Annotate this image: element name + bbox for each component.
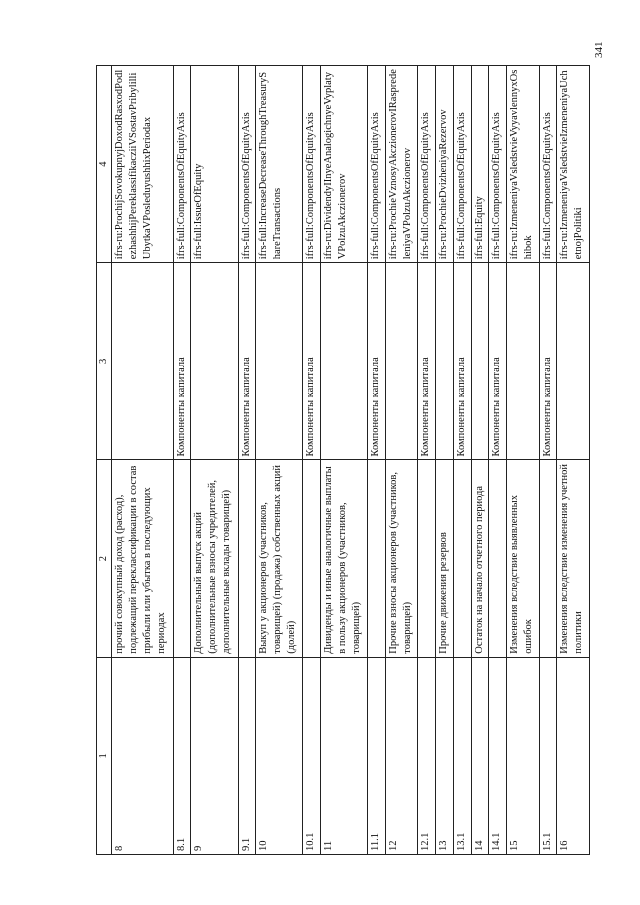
table-row: [418, 66, 436, 855]
axis-name-cell: [507, 263, 539, 460]
indicator-name-cell: Дополнительный выпуск акций (дополнительные взносы учредителей, дополнительные вклады товарищей): [191, 460, 238, 657]
element-code-cell: ifrs-full:IssueOfEquity: [191, 66, 238, 263]
element-code-cell: ifrs-ru:ProchieVznosyAkczionerovIRaspredeleniyaVPolzuAkczionerov: [385, 66, 417, 263]
table-row: [489, 66, 507, 855]
axis-name-cell: [191, 263, 238, 460]
row-number-cell: 11: [321, 657, 368, 854]
table-row: [385, 66, 417, 855]
indicator-name-cell: [489, 460, 507, 657]
element-code-cell: ifrs-ru:IzmeneniyaVsledstvieVyyavlennyxOshibok: [507, 66, 539, 263]
axis-name-cell: Компоненты капитала: [418, 263, 436, 460]
row-number-cell: 16: [557, 657, 590, 854]
column-number-header: 2: [97, 460, 112, 657]
axis-name-cell: Компоненты капитала: [539, 263, 557, 460]
axis-name-cell: [471, 263, 489, 460]
indicator-name-cell: Дивиденды и иные аналогичные выплаты в пользу акционеров (участников, товарищей): [321, 460, 368, 657]
row-number-cell: 15.1: [539, 657, 557, 854]
indicator-name-cell: [238, 460, 256, 657]
row-number-cell: 8.1: [173, 657, 191, 854]
row-number-cell: 8: [112, 657, 174, 854]
element-code-cell: ifrs-ru:DividendyIInyeAnalogichnyeVyplatyVPolzuAkczionerov: [321, 66, 368, 263]
indicator-name-cell: Изменения вследствие изменения учетной политики: [557, 460, 590, 657]
row-number-cell: 14: [471, 657, 489, 854]
table-row: [173, 66, 191, 855]
indicator-name-cell: [418, 460, 436, 657]
element-code-cell: ifrs-ru:ProchijSovokupnyjDoxodRasxodPodlezhashhijPereklassifikacziiVSostavPribylilliUbytkaVPosleduyushhixPeriodax: [112, 66, 174, 263]
row-number-cell: 9: [191, 657, 238, 854]
column-number-header: 4: [97, 66, 112, 263]
element-code-cell: ifrs-full:ComponentsOfEquityAxis: [453, 66, 471, 263]
indicator-name-cell: Изменения вследствие выявленных ошибок: [507, 460, 539, 657]
table-row: [557, 66, 590, 855]
row-number-cell: 13: [436, 657, 454, 854]
element-code-cell: ifrs-full:Equity: [471, 66, 489, 263]
element-code-cell: ifrs-full:ComponentsOfEquityAxis: [418, 66, 436, 263]
indicator-name-cell: Выкуп у акционеров (участников, товарищей) (продажа) собственных акций (долей): [256, 460, 303, 657]
indicator-name-cell: [539, 460, 557, 657]
table-row: [436, 66, 454, 855]
axis-name-cell: Компоненты капитала: [453, 263, 471, 460]
element-code-cell: ifrs-full:ComponentsOfEquityAxis: [368, 66, 386, 263]
element-code-cell: ifrs-ru:ProchieDvizheniyaRezervov: [436, 66, 454, 263]
indicator-name-cell: Прочие движения резервов: [436, 460, 454, 657]
indicator-name-cell: Прочие взносы акционеров (участников, товарищей): [385, 460, 417, 657]
axis-name-cell: [112, 263, 174, 460]
row-number-cell: 12.1: [418, 657, 436, 854]
element-code-cell: ifrs-full:ComponentsOfEquityAxis: [489, 66, 507, 263]
column-number-header-row: [97, 66, 112, 855]
axis-name-cell: [385, 263, 417, 460]
table-row: [112, 66, 174, 855]
row-number-cell: 11.1: [368, 657, 386, 854]
table-row: [238, 66, 256, 855]
axis-name-cell: Компоненты капитала: [238, 263, 256, 460]
table-row: [507, 66, 539, 855]
axis-name-cell: [557, 263, 590, 460]
axis-name-cell: [256, 263, 303, 460]
indicator-name-cell: [303, 460, 321, 657]
axis-name-cell: Компоненты капитала: [489, 263, 507, 460]
row-number-cell: 10: [256, 657, 303, 854]
rotated-document-table: [96, 65, 590, 855]
element-code-cell: ifrs-full:ComponentsOfEquityAxis: [238, 66, 256, 263]
taxonomy-table: [96, 65, 590, 855]
axis-name-cell: [321, 263, 368, 460]
table-row: [191, 66, 238, 855]
table-row: [539, 66, 557, 855]
table-row: [303, 66, 321, 855]
indicator-name-cell: Остаток на начало отчетного периода: [471, 460, 489, 657]
table-body: [112, 66, 590, 855]
row-number-cell: 12: [385, 657, 417, 854]
axis-name-cell: [436, 263, 454, 460]
axis-name-cell: Компоненты капитала: [173, 263, 191, 460]
table-row: [453, 66, 471, 855]
indicator-name-cell: [453, 460, 471, 657]
page-number: 341: [593, 41, 605, 58]
indicator-name-cell: прочий совокупный доход (расход), подлежащий переклассификации в состав прибыли или убытка в последующих периодах: [112, 460, 174, 657]
element-code-cell: ifrs-full:ComponentsOfEquityAxis: [539, 66, 557, 263]
row-number-cell: 9.1: [238, 657, 256, 854]
element-code-cell: ifrs-full:IncreaseDecreaseThroughTreasuryShareTransactions: [256, 66, 303, 263]
axis-name-cell: Компоненты капитала: [368, 263, 386, 460]
column-number-header: 1: [97, 657, 112, 854]
table-row: [471, 66, 489, 855]
row-number-cell: 10.1: [303, 657, 321, 854]
element-code-cell: ifrs-ru:IzmeneniyaVsledstvieIzmeneniyaUchetnojPolitiki: [557, 66, 590, 263]
element-code-cell: ifrs-full:ComponentsOfEquityAxis: [173, 66, 191, 263]
row-number-cell: 13.1: [453, 657, 471, 854]
axis-name-cell: Компоненты капитала: [303, 263, 321, 460]
table-row: [256, 66, 303, 855]
indicator-name-cell: [368, 460, 386, 657]
indicator-name-cell: [173, 460, 191, 657]
table-row: [368, 66, 386, 855]
row-number-cell: 14.1: [489, 657, 507, 854]
table-row: [321, 66, 368, 855]
row-number-cell: 15: [507, 657, 539, 854]
column-number-header: 3: [97, 263, 112, 460]
element-code-cell: ifrs-full:ComponentsOfEquityAxis: [303, 66, 321, 263]
